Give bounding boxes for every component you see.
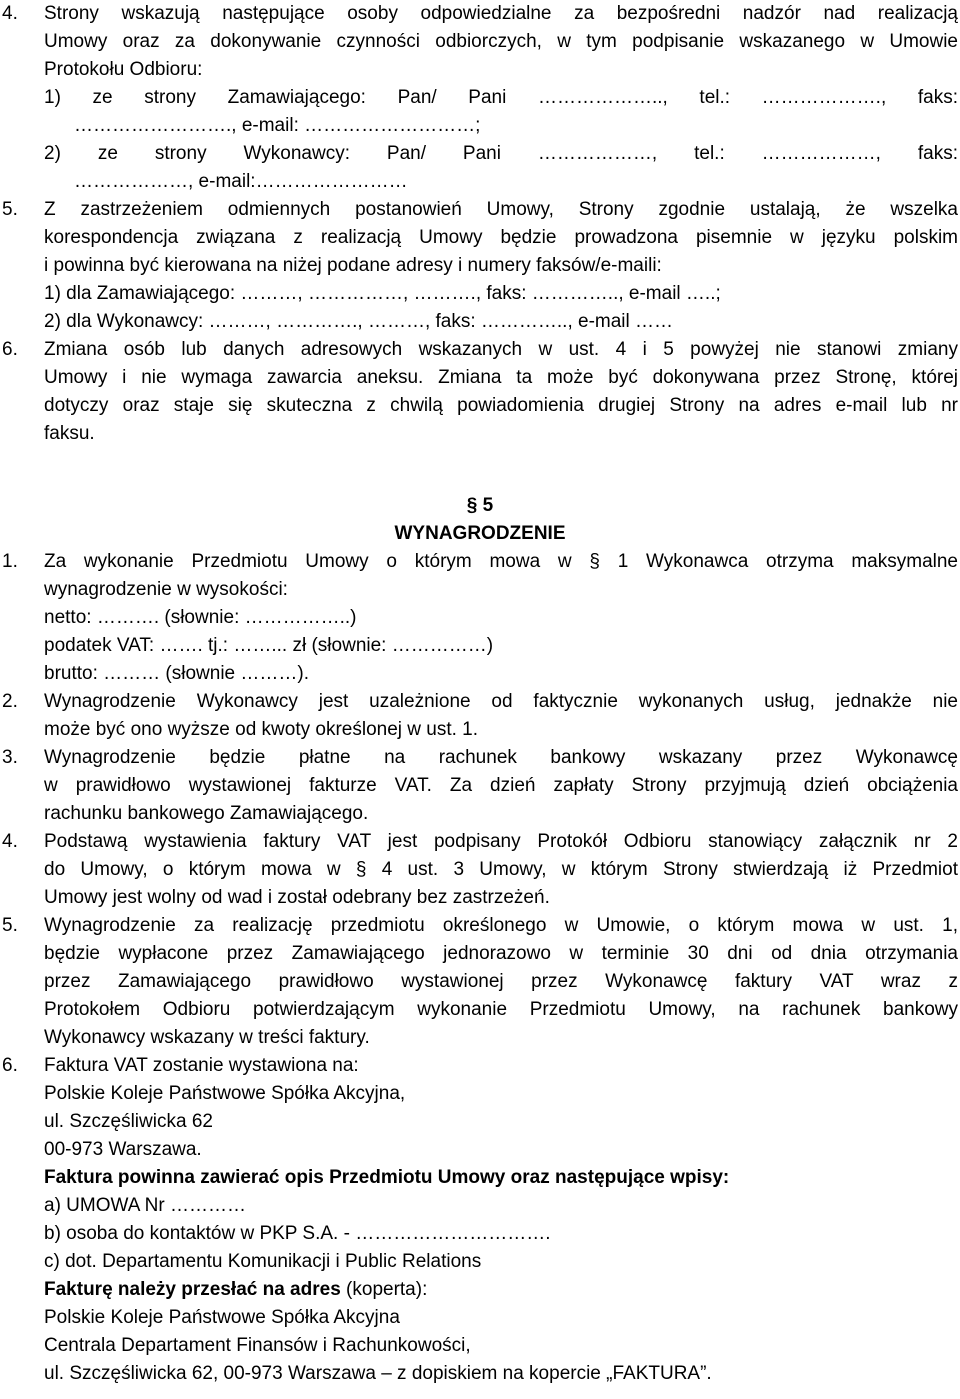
paragraph-line: korespondencja związana z realizacją Umowy będzie prowadzona pisemnie w języku polskim <box>44 227 958 248</box>
paragraph-line: Wykonawcy wskazany w treści faktury. <box>44 1027 370 1048</box>
section-number: § 5 <box>466 495 494 516</box>
item-number: 4. <box>2 831 18 852</box>
address-line: 00-973 Warszawa. <box>44 1139 202 1160</box>
address-line: Centrala Departament Finansów i Rachunkowości, <box>44 1335 471 1356</box>
mailing-instruction <box>44 1276 427 1304</box>
paragraph-line: Umowy oraz za dokonywanie czynności odbiorczych, w tym podpisanie wskazanego w Umowie <box>44 31 958 52</box>
section-title: WYNAGRODZENIE <box>394 523 566 544</box>
paragraph-line: podatek VAT: ……. tj.: ……... zł (słownie: ……………) <box>44 635 494 656</box>
paragraph-line: i powinna być kierowana na niżej podane adresy i numery faksów/e-maili: <box>44 255 662 276</box>
mailing-instruction-rest: (koperta): <box>340 1279 428 1300</box>
invoice-requirements-heading: Faktura powinna zawierać opis Przedmiotu Umowy oraz następujące wpisy: <box>44 1167 730 1188</box>
paragraph-line: Protokołem Odbioru potwierdzającym wykonanie Przedmiotu Umowy, na rachunek bankowy <box>44 999 958 1020</box>
paragraph-line: 2) ze strony Wykonawcy: Pan/ Pani ………………, tel.: ………………, faks: <box>44 143 958 164</box>
paragraph-line: będzie wypłacone przez Zamawiającego jednorazowo w terminie 30 dni od dnia otrzymania <box>44 943 958 964</box>
item-number: 5. <box>2 199 18 220</box>
paragraph-line: netto: ………. (słownie: ……………..) <box>44 607 357 628</box>
paragraph-line: Wynagrodzenie za realizację przedmiotu określonego w Umowie, o którym mowa w ust. 1, <box>44 915 958 936</box>
paragraph-line: Zmiana osób lub danych adresowych wskazanych w ust. 4 i 5 powyżej nie stanowi zmiany <box>44 339 958 360</box>
paragraph-line: Podstawą wystawienia faktury VAT jest podpisany Protokół Odbioru stanowiący załącznik nr 2 <box>44 831 958 852</box>
paragraph-line: Wynagrodzenie będzie płatne na rachunek bankowy wskazany przez Wykonawcę <box>44 747 958 768</box>
paragraph-line: 1) dla Zamawiającego: ………, ……………, ………., faks: ………….., e-mail …..; <box>44 283 721 304</box>
paragraph-line: do Umowy, o którym mowa w § 4 ust. 3 Umowy, w którym Strony stwierdzają iż Przedmiot <box>44 859 958 880</box>
paragraph-line: rachunku bankowego Zamawiającego. <box>44 803 369 824</box>
item-number: 2. <box>2 691 18 712</box>
paragraph-line: wynagrodzenie w wysokości: <box>44 579 288 600</box>
paragraph-line: faksu. <box>44 423 95 444</box>
item-number: 4. <box>2 3 18 24</box>
item-number: 3. <box>2 747 18 768</box>
paragraph-line: brutto: ……… (słownie ………). <box>44 663 309 684</box>
address-line: ul. Szczęśliwicka 62, 00-973 Warszawa – z dopiskiem na kopercie „FAKTURA”. <box>44 1363 712 1384</box>
paragraph-line: Wynagrodzenie Wykonawcy jest uzależnione od faktycznie wykonanych usług, jednakże nie <box>44 691 958 712</box>
paragraph-line: Strony wskazują następujące osoby odpowiedzialne za bezpośredni nadzór nad realizacją <box>44 3 958 24</box>
paragraph-line: 1) ze strony Zamawiającego: Pan/ Pani ……………….., tel.: ………………., faks: <box>44 87 958 108</box>
item-number: 5. <box>2 915 18 936</box>
list-item: a) UMOWA Nr ………… <box>44 1195 246 1216</box>
paragraph-line: Umowy i nie wymaga zawarcia aneksu. Zmiana ta może być dokonywana przez Stronę, której <box>44 367 958 388</box>
mailing-instruction-bold: Fakturę należy przesłać na adres <box>44 1279 341 1300</box>
paragraph-line: ……………………., e-mail: ………………………; <box>74 115 481 136</box>
item-number: 6. <box>2 1055 18 1076</box>
paragraph-line: Protokołu Odbioru: <box>44 59 203 80</box>
item-number: 6. <box>2 339 18 360</box>
paragraph-line: ………………, e-mail:…………………… <box>74 171 408 192</box>
list-item: c) dot. Departamentu Komunikacji i Public Relations <box>44 1251 482 1272</box>
paragraph-line: Za wykonanie Przedmiotu Umowy o którym mowa w § 1 Wykonawca otrzyma maksymalne <box>44 551 958 572</box>
list-item: b) osoba do kontaktów w PKP S.A. - …………………………. <box>44 1223 551 1244</box>
paragraph-line: Faktura VAT zostanie wystawiona na: <box>44 1055 359 1076</box>
address-line: Polskie Koleje Państwowe Spółka Akcyjna, <box>44 1083 406 1104</box>
paragraph-line: 2) dla Wykonawcy: ………, …………., ………, faks: ………….., e-mail …… <box>44 311 674 332</box>
paragraph-line: może być ono wyższe od kwoty określonej w ust. 1. <box>44 719 479 740</box>
address-line: Polskie Koleje Państwowe Spółka Akcyjna <box>44 1307 400 1328</box>
paragraph-line: przez Zamawiającego prawidłowo wystawionej przez Wykonawcę faktury VAT wraz z <box>44 971 958 992</box>
paragraph-line: Umowy jest wolny od wad i został odebrany bez zastrzeżeń. <box>44 887 550 908</box>
paragraph-line: w prawidłowo wystawionej fakturze VAT. Za dzień zapłaty Strony przyjmują dzień obciążenia <box>44 775 958 796</box>
address-line: ul. Szczęśliwicka 62 <box>44 1111 213 1132</box>
paragraph-line: Z zastrzeżeniem odmiennych postanowień Umowy, Strony zgodnie ustalają, że wszelka <box>44 199 958 220</box>
item-number: 1. <box>2 551 18 572</box>
paragraph-line: dotyczy oraz staje się skuteczna z chwilą powiadomienia drugiej Strony na adres e-mail lub nr <box>44 395 958 416</box>
